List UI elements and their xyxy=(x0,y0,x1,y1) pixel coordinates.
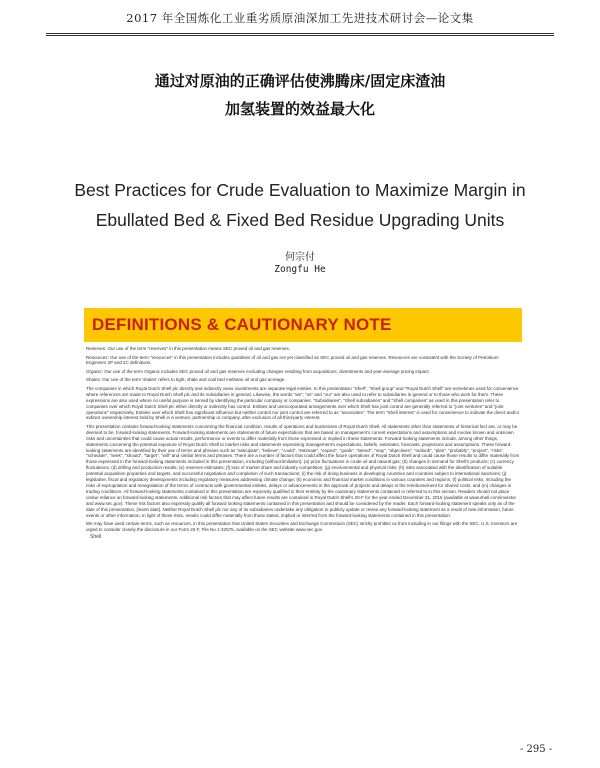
slide-paragraph: This presentation contains forward-looking statements concerning the financial condition, results of operations and businesses of Royal Dutch Shell. All statements other than statements of historical fact are, or may be deemed to be, forward-looking statements. Forward-looking statements are statements of future expectations that are based on management's current expectations and assumptions and involve known and unknown risks and uncertainties that could cause actual results, performance or events to differ materially from those expressed or implied in these statements. Forward-looking statements include, among other things, statements concerning the potential exposure of Royal Dutch Shell to market risks and statements expressing management's expectations, beliefs, estimates, forecasts, projections and assumptions. These forward-looking statements are identified by their use of terms and phrases such as "anticipate", "believe", "could", "estimate", "expect", "goals", "intend", "may", "objectives", "outlook", "plan", "probably", "project", "risks", "schedule", "seek", "should", "target", "will" and similar terms and phrases. There are a number of factors that could affect the future operations of Royal Dutch Shell and could cause those results to differ materially from those expressed in the forward-looking statements included in this presentation, including (without limitation): (a) price fluctuations in crude oil and natural gas; (b) changes in demand for Shell's products; (c) currency fluctuations; (d) drilling and production results; (e) reserves estimates; (f) loss of market share and industry competition; (g) environmental and physical risks; (h) risks associated with the identification of suitable potential acquisition properties and targets, and successful negotiation and completion of such transactions; (i) the risk of doing business in developing countries and countries subject to international sanctions; (j) legislative, fiscal and regulatory developments including regulatory measures addressing climate change; (k) economic and financial market conditions in various countries and regions; (l) political risks, including the risks of expropriation and renegotiation of the terms of contracts with governmental entities, delays or advancements in the approval of projects and delays in the reimbursement for shared costs; and (m) changes in trading conditions. All forward-looking statements contained in this presentation are expressly qualified in their entirety by the cautionary statements contained or referred to in this section. Readers should not place undue reliance on forward-looking statements. Additional risk factors that may affect future results are contained in Royal Dutch Shell's 20-F for the year ended December 31, 2015 (available at www.shell.com/investor and www.sec.gov). These risk factors also expressly qualify all forward looking statements contained in this presentation and should be considered by the reader. Each forward-looking statement speaks only as of the date of this presentation, [insert date]. Neither Royal Dutch Shell plc nor any of its subsidiaries undertake any obligation to publicly update or revise any forward-looking statement as a result of new information, future events or other information. In light of these risks, results could differ materially from those stated, implied or inferred from the forward-looking statements contained in this presentation. xyxy=(86,423,520,518)
slide-paragraph: Organic: Our use of the term Organic includes SEC proved oil and gas reserves excluding changes resulting from acquisitions, divestments and year-average pricing impact. xyxy=(86,368,430,374)
page-number: - 295 - xyxy=(520,744,553,755)
author-name-cn: 何宗付 xyxy=(285,252,315,263)
slide-body xyxy=(86,346,520,541)
slide-paragraph: Shales: Our use of the term 'shales' refers to tight, shale and coal bed methane oil and gas acreage. xyxy=(86,377,286,383)
slide-footer: Shell xyxy=(90,534,102,541)
slide-paragraph: Resources: Our use of the term "resources" in this presentation includes quantities of oil and gas not yet classified as SEC proved oil and gas reserves. Resources are consistent with the Society of Petroleum Engineers 2P and 2C definitions. xyxy=(86,354,499,366)
embedded-slide xyxy=(84,308,522,703)
title-en-line-2: Ebullated Bed & Fixed Bed Residue Upgrading Units xyxy=(95,210,505,230)
author-name-en: Zongfu He xyxy=(274,264,326,275)
slide-banner-title: DEFINITIONS & CAUTIONARY NOTE xyxy=(92,315,392,334)
title-cn-line-2: 加氢装置的效益最大化 xyxy=(224,100,375,118)
slide-banner xyxy=(84,308,522,342)
title-en-line-1: Best Practices for Crude Evaluation to Maximize Margin in xyxy=(74,180,526,200)
header-rule xyxy=(46,33,554,36)
running-head: 2017 年全国炼化工业重劣质原油深加工先进技术研讨会—论文集 xyxy=(126,11,474,25)
slide-paragraph: The companies in which Royal Dutch Shell plc directly and indirectly owns investments are separate legal entities. In this presentation "Shell", "Shell group" and "Royal Dutch Shell" are sometimes used for convenience where references are made to Royal Dutch Shell plc and its subsidiaries in general. Likewise, the words "we", "us" and "our" are also used to refer to subsidiaries in general or to those who work for them. These expressions are also used where no useful purpose is served by identifying the particular company or companies. "Subsidiaries", "Shell subsidiaries" and "Shell companies" as used in this presentation refer to companies over which Royal Dutch Shell plc either directly or indirectly has control. Entities and unincorporated arrangements over which Shell has joint control are generally referred to "joint ventures" and "joint operations" respectively. Entities over which Shell has significant influence but neither control nor joint control are referred to as "associates". The term "Shell interest" is used for convenience to indicate the direct and/or indirect ownership interest held by Shell in a venture, partnership or company, after exclusion of all third-party interest. xyxy=(86,385,520,421)
slide-paragraph: Reserves: Our use of the term "reserves" in this presentation means SEC proved oil and gas reserves. xyxy=(86,346,291,351)
slide-paragraph: We may have used certain terms, such as resources, in this presentation that United States Securities and Exchange Commission (SEC) strictly prohibits us from including in our filings with the SEC. U.S. Investors are urged to consider closely the disclosure in our Form 20-F, File No 1-32575, available on the SEC website www.sec.gov. xyxy=(86,521,518,532)
title-cn-line-1: 通过对原油的正确评估使沸腾床/固定床渣油 xyxy=(154,72,446,90)
